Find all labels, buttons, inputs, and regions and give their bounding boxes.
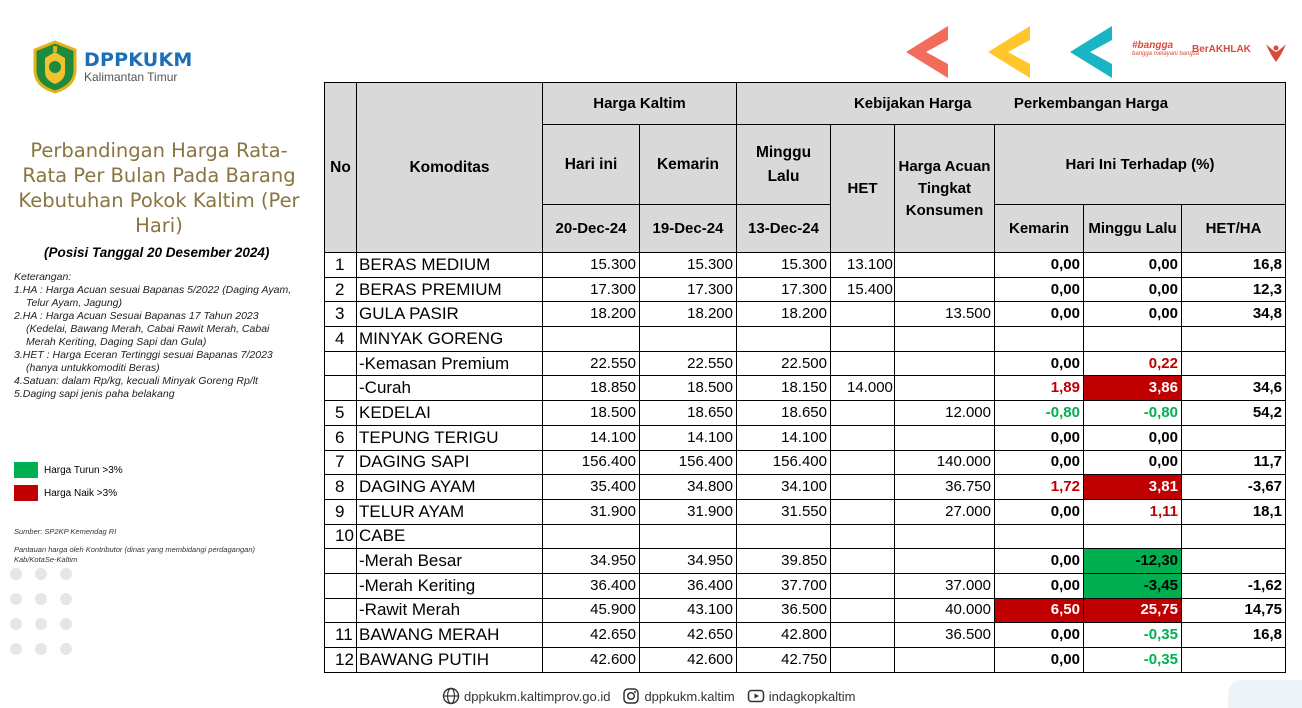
legend-turun-label: Harga Turun >3% [44,464,123,476]
table-row [325,302,1286,327]
col-het: HET [831,125,895,253]
row-no [325,598,357,623]
cell-harga-acuan: 37.000 [895,573,995,598]
row-komoditas: DAGING AYAM [357,475,543,500]
cell-het [831,302,895,327]
cell-hari-ini: 15.300 [543,253,640,278]
footer-ig-text: dppkukm.kaltim [644,688,735,704]
row-no [325,351,357,376]
cell-kemarin: 14.100 [640,425,737,450]
row-no [325,376,357,401]
cell-kemarin: 34.950 [640,549,737,574]
col-kebijakan: Kebijakan Harga [853,95,972,112]
cell-pct-minggu: 0,22 [1084,351,1182,376]
row-no: 7 [325,450,357,475]
cell-hari-ini: 45.900 [543,598,640,623]
table-row [325,475,1286,500]
garuda-logo-icon [1264,40,1288,66]
col-minggu-lalu: Minggu Lalu [737,125,831,205]
cell-kemarin [640,524,737,549]
cell-minggu-lalu: 18.650 [737,401,831,426]
cell-pct-minggu: 3,86 [1084,376,1182,401]
row-komoditas: CABE [357,524,543,549]
cell-pct-minggu: -0,35 [1084,648,1182,673]
cell-het [831,524,895,549]
cell-pct-kemarin: 1,72 [995,475,1084,500]
col-hari-ini-terhadap: Hari Ini Terhadap (%) [995,125,1286,205]
col-pct-het: HET/HA [1182,205,1286,253]
cell-pct-het [1182,648,1286,673]
cell-harga-acuan: 36.500 [895,623,995,648]
cell-pct-kemarin: 6,50 [995,598,1084,623]
legend-naik [14,485,214,501]
table-row [325,598,1286,623]
cell-harga-acuan: 13.500 [895,302,995,327]
keterangan-item: 2.HA : Harga Acuan Sesuai Bapanas 17 Tahun 2023 (Kedelai, Bawang Merah, Cabai Rawit Merah, Cabai Merah Keriting, Daging Sapi dan Gula) [14,310,270,348]
row-no: 2 [325,277,357,302]
row-komoditas: TEPUNG TERIGU [357,425,543,450]
cell-pct-het [1182,524,1286,549]
cell-kemarin: 42.650 [640,623,737,648]
col-kemarin: Kemarin [640,125,737,205]
cell-pct-kemarin: 0,00 [995,351,1084,376]
cell-harga-acuan [895,253,995,278]
cell-minggu-lalu: 17.300 [737,277,831,302]
cell-kemarin: 43.100 [640,598,737,623]
cell-pct-kemarin: 0,00 [995,499,1084,524]
row-no: 12 [325,648,357,673]
cell-hari-ini: 17.300 [543,277,640,302]
footer-ig[interactable] [622,687,734,705]
cell-minggu-lalu: 18.150 [737,376,831,401]
instagram-icon [622,687,640,705]
date-week: 13-Dec-24 [737,205,831,253]
row-no: 11 [325,623,357,648]
page-title: Perbandingan Harga Rata-Rata Per Bulan Pada Barang Kebutuhan Pokok Kaltim (Per Hari) [18,139,300,237]
cell-pct-het: -3,67 [1182,475,1286,500]
row-no [325,549,357,574]
cell-pct-het: 18,1 [1182,499,1286,524]
cell-pct-minggu: -12,30 [1084,549,1182,574]
cell-minggu-lalu: 15.300 [737,253,831,278]
cell-pct-kemarin: 0,00 [995,648,1084,673]
cell-pct-minggu: 0,00 [1084,425,1182,450]
cell-minggu-lalu: 42.800 [737,623,831,648]
cell-pct-minggu: 0,00 [1084,450,1182,475]
table-row [325,573,1286,598]
table-row [325,648,1286,673]
col-harga-kaltim: Harga Kaltim [543,83,737,125]
table-row [325,499,1286,524]
cell-pct-minggu: 1,11 [1084,499,1182,524]
cell-pct-kemarin: 0,00 [995,277,1084,302]
cell-het: 13.100 [831,253,895,278]
row-komoditas: -Merah Keriting [357,573,543,598]
bangga-text: #bangga [1132,40,1174,51]
cell-pct-kemarin: 0,00 [995,425,1084,450]
cell-pct-kemarin: 0,00 [995,450,1084,475]
cell-het [831,648,895,673]
logo-title: DPPKUKM [84,49,193,71]
cell-kemarin [640,327,737,352]
row-komoditas: BAWANG PUTIH [357,648,543,673]
cell-pct-minggu: 0,00 [1084,253,1182,278]
cell-het [831,401,895,426]
row-no: 1 [325,253,357,278]
table-row [325,524,1286,549]
table-row [325,327,1286,352]
legend-turun [14,462,214,478]
row-komoditas: GULA PASIR [357,302,543,327]
cell-minggu-lalu: 36.500 [737,598,831,623]
cell-harga-acuan [895,524,995,549]
row-no: 10 [325,524,357,549]
cell-het [831,425,895,450]
chevron-left-icon [982,24,1032,80]
cell-kemarin: 42.600 [640,648,737,673]
cell-het [831,475,895,500]
footer-web-text: dppkukm.kaltimprov.go.id [464,688,611,704]
cell-pct-het: 16,8 [1182,623,1286,648]
cell-pct-minggu [1084,327,1182,352]
row-no: 8 [325,475,357,500]
cell-kemarin: 34.800 [640,475,737,500]
cell-hari-ini: 42.600 [543,648,640,673]
cell-minggu-lalu: 42.750 [737,648,831,673]
row-komoditas: MINYAK GORENG [357,327,543,352]
keterangan-item: 1.HA : Harga Acuan sesuai Bapanas 5/2022 (Daging Ayam, Telur Ayam, Jagung) [14,284,292,309]
bangga-melayani-logo [1132,42,1199,58]
cell-pct-het: 54,2 [1182,401,1286,426]
cell-pct-kemarin: 0,00 [995,549,1084,574]
cell-hari-ini: 22.550 [543,351,640,376]
cell-kemarin: 18.200 [640,302,737,327]
table-row [325,401,1286,426]
dot-pattern-icon [10,568,72,658]
cell-minggu-lalu: 156.400 [737,450,831,475]
bangga-sub: bangga melayani bangsa [1132,51,1200,57]
cell-pct-minggu: -0,80 [1084,401,1182,426]
cell-harga-acuan [895,351,995,376]
kaltim-emblem-icon [32,40,78,94]
cell-pct-het: 16,8 [1182,253,1286,278]
cell-harga-acuan [895,376,995,401]
cell-harga-acuan: 140.000 [895,450,995,475]
logo-subtitle: Kalimantan Timur [84,70,178,84]
legend-naik-label: Harga Naik >3% [44,487,118,499]
cell-harga-acuan: 36.750 [895,475,995,500]
cell-het [831,327,895,352]
cell-kemarin: 156.400 [640,450,737,475]
cell-harga-acuan: 27.000 [895,499,995,524]
cell-harga-acuan: 12.000 [895,401,995,426]
row-no: 4 [325,327,357,352]
cell-hari-ini: 42.650 [543,623,640,648]
cell-kemarin: 15.300 [640,253,737,278]
youtube-icon [747,687,765,705]
cell-pct-het: -1,62 [1182,573,1286,598]
cell-hari-ini: 14.100 [543,425,640,450]
red-swatch [14,485,38,501]
col-pct-minggu: Minggu Lalu [1084,205,1182,253]
posisi-date: (Posisi Tanggal 20 Desember 2024) [44,245,270,260]
cell-pct-minggu: 25,75 [1084,598,1182,623]
cell-hari-ini: 34.950 [543,549,640,574]
row-komoditas: BERAS PREMIUM [357,277,543,302]
footer [442,687,867,705]
cell-hari-ini: 31.900 [543,499,640,524]
cell-pct-kemarin: 0,00 [995,302,1084,327]
cell-pct-minggu: -3,45 [1084,573,1182,598]
cell-het [831,623,895,648]
table-row [325,351,1286,376]
cell-harga-acuan: 40.000 [895,598,995,623]
cell-het [831,450,895,475]
cell-het: 15.400 [831,277,895,302]
cell-pct-het: 11,7 [1182,450,1286,475]
cell-pct-kemarin [995,524,1084,549]
keterangan-label: Keterangan: [14,271,72,283]
cell-minggu-lalu: 14.100 [737,425,831,450]
cell-pct-het: 12,3 [1182,277,1286,302]
cell-harga-acuan [895,648,995,673]
row-komoditas: TELUR AYAM [357,499,543,524]
cell-minggu-lalu: 34.100 [737,475,831,500]
cell-minggu-lalu: 18.200 [737,302,831,327]
cell-minggu-lalu: 39.850 [737,549,831,574]
globe-icon [442,687,460,705]
col-perkembangan: Perkembangan Harga [1013,95,1169,112]
pantauan-note: Pantauan harga oleh Kontributor (dinas yang membidangi perdagangan) Kab/KotaSe-Kaltim [14,545,255,564]
col-hari-ini: Hari ini [543,125,640,205]
cell-het [831,351,895,376]
cell-pct-het: 14,75 [1182,598,1286,623]
cell-pct-kemarin [995,327,1084,352]
col-kebijakan-perkembangan [737,83,1286,125]
cell-hari-ini: 36.400 [543,573,640,598]
cell-pct-het [1182,549,1286,574]
cell-pct-kemarin: 0,00 [995,253,1084,278]
green-swatch [14,462,38,478]
cell-pct-kemarin: -0,80 [995,401,1084,426]
row-komoditas: DAGING SAPI [357,450,543,475]
table-row [325,425,1286,450]
cell-pct-minggu: -0,35 [1084,623,1182,648]
row-no: 6 [325,425,357,450]
footer-yt-text: indagkopkaltim [768,688,856,704]
row-komoditas: -Merah Besar [357,549,543,574]
cell-pct-het [1182,425,1286,450]
chevron-left-icon [1064,24,1114,80]
cell-kemarin: 18.500 [640,376,737,401]
row-no: 9 [325,499,357,524]
cell-het [831,549,895,574]
cell-pct-het: 34,6 [1182,376,1286,401]
cell-minggu-lalu [737,524,831,549]
source-note: Sumber: SP2KP Kemendag RI [14,527,117,536]
cell-pct-minggu: 3,81 [1084,475,1182,500]
row-no [325,573,357,598]
cell-harga-acuan [895,327,995,352]
cell-harga-acuan [895,277,995,302]
col-no: No [325,83,357,253]
row-komoditas: -Kemasan Premium [357,351,543,376]
cell-pct-het [1182,351,1286,376]
cell-pct-minggu: 0,00 [1084,277,1182,302]
price-table [324,82,1286,673]
cell-harga-acuan [895,549,995,574]
row-no: 5 [325,401,357,426]
date-yesterday: 19-Dec-24 [640,205,737,253]
col-harga-acuan: Harga Acuan Tingkat Konsumen [895,125,995,253]
cell-hari-ini: 35.400 [543,475,640,500]
keterangan-item: 5.Daging sapi jenis paha belakang [14,388,175,400]
cell-het [831,598,895,623]
cell-pct-minggu [1084,524,1182,549]
col-komoditas: Komoditas [357,83,543,253]
cell-pct-kemarin: 0,00 [995,623,1084,648]
footer-web[interactable] [442,687,610,705]
cell-pct-kemarin: 1,89 [995,376,1084,401]
row-komoditas: -Rawit Merah [357,598,543,623]
cell-pct-het: 34,8 [1182,302,1286,327]
table-row [325,549,1286,574]
table-row [325,376,1286,401]
cell-hari-ini: 156.400 [543,450,640,475]
cell-het [831,499,895,524]
cell-hari-ini: 18.850 [543,376,640,401]
corner-decoration [1228,680,1302,708]
cell-hari-ini: 18.200 [543,302,640,327]
cell-minggu-lalu: 31.550 [737,499,831,524]
cell-kemarin: 22.550 [640,351,737,376]
table-row [325,253,1286,278]
keterangan-item: 4.Satuan: dalam Rp/kg, kecuali Minyak Goreng Rp/lt [14,375,258,387]
posisi-text: Posisi Tanggal 20 Desember 2024 [48,245,265,260]
cell-pct-minggu: 0,00 [1084,302,1182,327]
row-komoditas: BAWANG MERAH [357,623,543,648]
col-pct-kemarin: Kemarin [995,205,1084,253]
footer-yt[interactable] [747,687,856,705]
row-no: 3 [325,302,357,327]
cell-hari-ini: 18.500 [543,401,640,426]
table-row [325,623,1286,648]
cell-hari-ini [543,327,640,352]
cell-minggu-lalu: 37.700 [737,573,831,598]
cell-het: 14.000 [831,376,895,401]
cell-kemarin: 31.900 [640,499,737,524]
cell-harga-acuan [895,425,995,450]
cell-hari-ini [543,524,640,549]
row-komoditas: -Curah [357,376,543,401]
cell-minggu-lalu [737,327,831,352]
cell-pct-het [1182,327,1286,352]
berakhlak-logo: BerAKHLAK [1192,44,1251,55]
chevron-left-icon [900,24,950,80]
row-komoditas: BERAS MEDIUM [357,253,543,278]
keterangan-item: 3.HET : Harga Eceran Tertinggi sesuai Bapanas 7/2023 (hanya untukkomoditi Beras) [14,349,273,374]
cell-pct-kemarin: 0,00 [995,573,1084,598]
row-komoditas: KEDELAI [357,401,543,426]
table-row [325,277,1286,302]
cell-kemarin: 18.650 [640,401,737,426]
keterangan [14,271,296,401]
cell-minggu-lalu: 22.500 [737,351,831,376]
cell-kemarin: 17.300 [640,277,737,302]
date-today: 20-Dec-24 [543,205,640,253]
cell-het [831,573,895,598]
cell-kemarin: 36.400 [640,573,737,598]
dppkukm-logo [32,40,202,94]
table-row [325,450,1286,475]
